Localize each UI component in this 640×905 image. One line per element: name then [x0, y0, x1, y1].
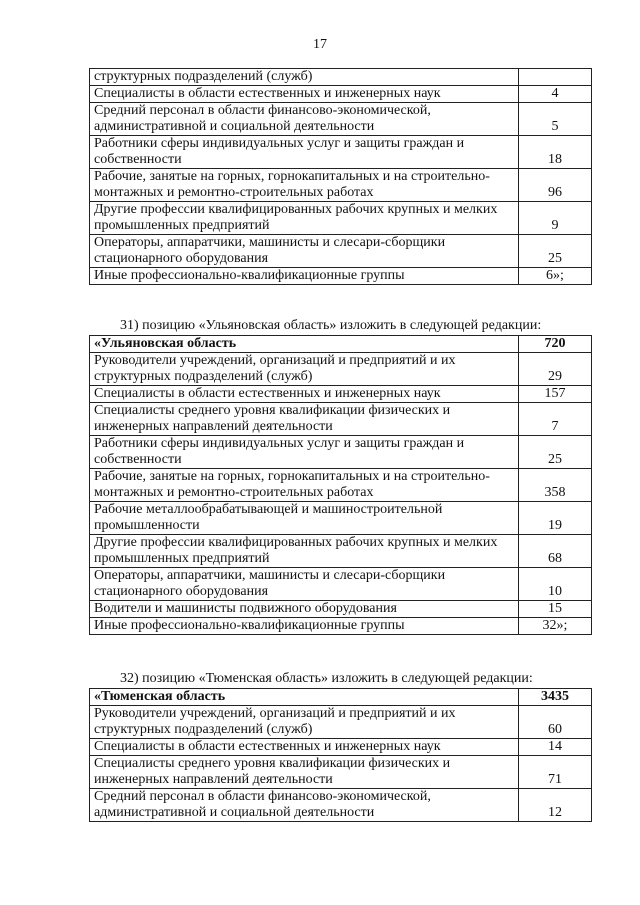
table-row	[90, 706, 592, 739]
count-cell: 96	[519, 169, 592, 202]
occupation-group-cell: Средний персонал в области финансово-экономической, административной и социальной деятельности	[90, 103, 519, 136]
occupation-group-cell: Водители и машинисты подвижного оборудования	[90, 601, 519, 618]
table-row	[90, 386, 592, 403]
region-name-cell: «Ульяновская область	[90, 336, 519, 353]
table-row	[90, 202, 592, 235]
table-row	[90, 789, 592, 822]
occupation-table-ulyanovsk	[89, 335, 592, 635]
count-cell: 25	[519, 235, 592, 268]
occupation-group-cell: Средний персонал в области финансово-экономической, административной и социальной деятельности	[90, 789, 519, 822]
occupation-group-cell: Специалисты в области естественных и инженерных наук	[90, 386, 519, 403]
count-cell: 60	[519, 706, 592, 739]
count-cell: 32»;	[519, 618, 592, 635]
count-cell: 4	[519, 86, 592, 103]
count-cell: 9	[519, 202, 592, 235]
table-row	[90, 403, 592, 436]
table-row	[90, 618, 592, 635]
occupation-group-cell: Операторы, аппаратчики, машинисты и слесари-сборщики стационарного оборудования	[90, 568, 519, 601]
count-cell: 6»;	[519, 268, 592, 285]
count-cell: 12	[519, 789, 592, 822]
count-cell: 157	[519, 386, 592, 403]
amendment-paragraph-31: 31) позицию «Ульяновская область» изложить в следующей редакции:	[120, 318, 542, 333]
table-header-row	[90, 689, 592, 706]
count-cell: 10	[519, 568, 592, 601]
count-cell: 68	[519, 535, 592, 568]
table-row	[90, 69, 592, 86]
count-cell: 18	[519, 136, 592, 169]
occupation-group-cell: Иные профессионально-квалификационные группы	[90, 268, 519, 285]
occupation-group-cell: Рабочие металлообрабатывающей и машиностроительной промышленности	[90, 502, 519, 535]
region-total-cell: 720	[519, 336, 592, 353]
count-cell: 25	[519, 436, 592, 469]
occupation-group-cell: Специалисты среднего уровня квалификации физических и инженерных направлений деятельности	[90, 756, 519, 789]
occupation-group-cell: Иные профессионально-квалификационные группы	[90, 618, 519, 635]
table-row	[90, 235, 592, 268]
occupation-group-cell: Работники сферы индивидуальных услуг и защиты граждан и собственности	[90, 436, 519, 469]
table-row	[90, 169, 592, 202]
table-row	[90, 353, 592, 386]
table-row	[90, 739, 592, 756]
count-cell: 7	[519, 403, 592, 436]
occupation-group-cell: Специалисты среднего уровня квалификации физических и инженерных направлений деятельности	[90, 403, 519, 436]
table-row	[90, 436, 592, 469]
table-row	[90, 568, 592, 601]
occupation-group-cell: Другие профессии квалифицированных рабочих крупных и мелких промышленных предприятий	[90, 535, 519, 568]
table-row	[90, 502, 592, 535]
table-row	[90, 601, 592, 618]
table-row	[90, 268, 592, 285]
page-number: 17	[313, 37, 327, 52]
region-name-cell: «Тюменская область	[90, 689, 519, 706]
occupation-group-cell: Рабочие, занятые на горных, горнокапитальных и на строительно-монтажных и ремонтно-строительных работах	[90, 469, 519, 502]
amendment-paragraph-32: 32) позицию «Тюменская область» изложить в следующей редакции:	[120, 671, 533, 686]
count-cell: 15	[519, 601, 592, 618]
table-row	[90, 86, 592, 103]
count-cell: 358	[519, 469, 592, 502]
count-cell	[519, 69, 592, 86]
occupation-group-cell: Руководители учреждений, организаций и предприятий и их структурных подразделений (служб)	[90, 353, 519, 386]
table-row	[90, 103, 592, 136]
table-row	[90, 136, 592, 169]
count-cell: 14	[519, 739, 592, 756]
occupation-group-cell: Руководители учреждений, организаций и предприятий и их структурных подразделений (служб)	[90, 706, 519, 739]
table-row	[90, 469, 592, 502]
count-cell: 5	[519, 103, 592, 136]
occupation-group-cell: Работники сферы индивидуальных услуг и защиты граждан и собственности	[90, 136, 519, 169]
occupation-group-cell: Другие профессии квалифицированных рабочих крупных и мелких промышленных предприятий	[90, 202, 519, 235]
count-cell: 29	[519, 353, 592, 386]
table-header-row	[90, 336, 592, 353]
table-row	[90, 535, 592, 568]
count-cell: 19	[519, 502, 592, 535]
occupation-table-tyumen	[89, 688, 592, 822]
occupation-group-cell: Рабочие, занятые на горных, горнокапитальных и на строительно-монтажных и ремонтно-строительных работах	[90, 169, 519, 202]
count-cell: 71	[519, 756, 592, 789]
occupation-group-cell: Специалисты в области естественных и инженерных наук	[90, 86, 519, 103]
occupation-table-continued	[89, 68, 592, 285]
occupation-group-cell: Операторы, аппаратчики, машинисты и слесари-сборщики стационарного оборудования	[90, 235, 519, 268]
occupation-group-cell: Специалисты в области естественных и инженерных наук	[90, 739, 519, 756]
occupation-group-cell: структурных подразделений (служб)	[90, 69, 519, 86]
table-row	[90, 756, 592, 789]
region-total-cell: 3435	[519, 689, 592, 706]
